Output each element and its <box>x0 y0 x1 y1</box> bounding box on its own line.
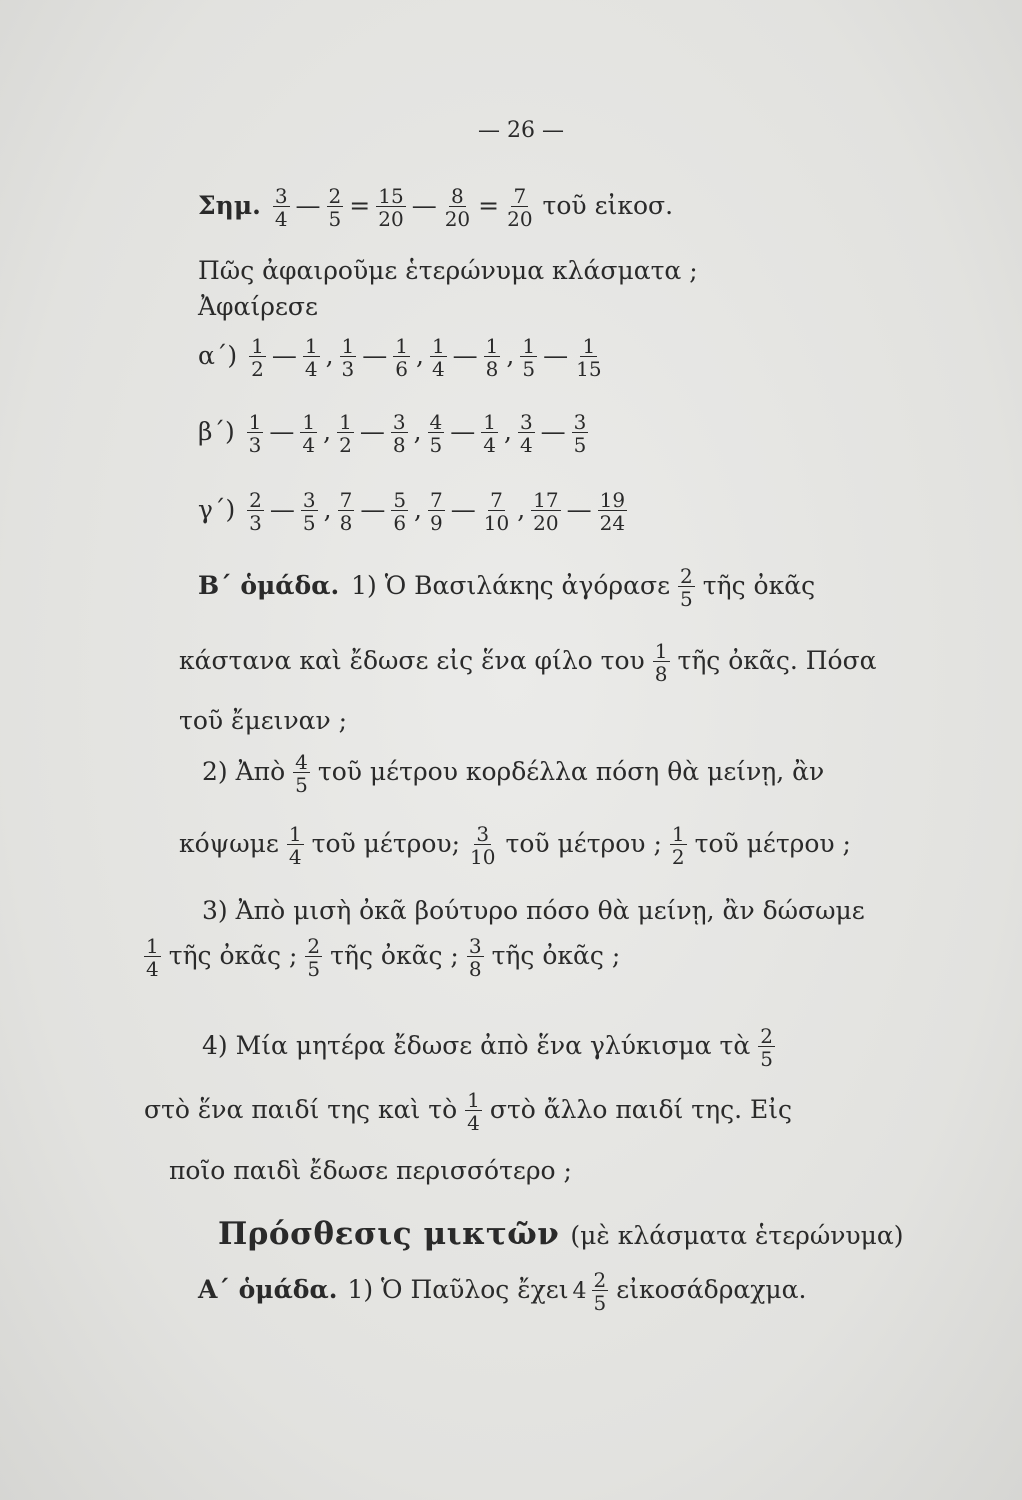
operator: , <box>506 341 515 370</box>
text-run: στὸ ἕνα παιδί της καὶ τὸ <box>144 1095 458 1124</box>
fraction <box>468 824 497 867</box>
fraction <box>592 1270 609 1313</box>
fraction <box>670 824 687 867</box>
denominator: 2 <box>251 357 264 381</box>
fraction <box>340 336 357 379</box>
numerator: 1 <box>582 334 596 358</box>
group-b-p4-line-3-content <box>165 1156 576 1185</box>
exercise-a-fractions <box>245 334 607 381</box>
denominator: 3 <box>249 511 262 535</box>
group-a-line-1-content <box>198 1268 811 1315</box>
operator: , <box>325 341 334 370</box>
numerator: 2 <box>760 1024 773 1048</box>
text-run: κάστανα καὶ ἔδωσε εἰς ἕνα φίλο του <box>179 646 645 675</box>
denominator: 20 <box>507 207 533 231</box>
text-run: 1) Ὁ Βασιλάκης ἀγόρασε <box>351 571 671 600</box>
fraction <box>301 490 318 533</box>
fraction <box>376 186 405 229</box>
text-run: τοῦ μέτρου ; <box>694 829 851 858</box>
numerator: 2 <box>593 1268 607 1292</box>
numerator: 7 <box>513 184 527 208</box>
fraction <box>391 412 408 455</box>
operator: — <box>360 495 386 524</box>
text-run: 2) Ἀπὸ <box>202 757 286 786</box>
group-b-line-1 <box>198 566 819 609</box>
operator: — <box>540 417 566 446</box>
operator: — <box>269 417 295 446</box>
fraction <box>428 490 445 533</box>
group-b-p3-line-2-content <box>140 934 624 981</box>
fraction <box>337 412 354 455</box>
fraction <box>393 336 410 379</box>
text-run: τοῦ μέτρου κορδέλλα πόση θὰ μείνῃ, ἂν <box>317 757 825 786</box>
fraction <box>484 336 501 379</box>
fraction <box>391 490 408 533</box>
denominator: 10 <box>483 511 510 535</box>
group-b-p2-line-1-content <box>198 750 828 797</box>
numerator: 3 <box>519 410 533 434</box>
exercise-b <box>198 412 592 455</box>
fraction <box>505 186 534 229</box>
text-run: τῆς ὀκᾶς. Πόσα <box>677 646 877 675</box>
denominator: 5 <box>295 773 308 797</box>
fraction <box>300 412 317 455</box>
fraction <box>428 412 445 455</box>
operator: — <box>452 341 478 370</box>
operator: = <box>349 191 371 220</box>
text-run: κόψωμε <box>179 829 279 858</box>
denominator: 4 <box>431 357 445 381</box>
numerator: 4 <box>429 410 443 434</box>
numerator: 7 <box>430 488 443 512</box>
numerator: 1 <box>467 1088 480 1112</box>
group-b-p1-line-3 <box>175 706 351 735</box>
fraction <box>518 412 535 455</box>
numerator: 1 <box>431 334 445 358</box>
group-b-p2-line-2-content <box>175 822 855 869</box>
group-b-p4-line-3 <box>165 1156 576 1185</box>
group-b-p1-line-2 <box>175 641 881 684</box>
group-b-label: Β΄ ὁμάδα. <box>198 571 340 600</box>
group-b-p3-line-1-content <box>198 896 869 925</box>
numerator: 1 <box>251 334 264 358</box>
group-b-p3-line-1 <box>198 896 869 925</box>
text-run: ποῖο παιδὶ ἔδωσε περισσότερο ; <box>169 1156 572 1185</box>
operator: — <box>411 191 437 220</box>
section-heading <box>218 1216 904 1252</box>
denominator: 4 <box>483 433 496 457</box>
denominator: 4 <box>519 433 533 457</box>
numerator: 2 <box>328 184 342 208</box>
operator: , <box>414 495 422 524</box>
denominator: 4 <box>467 1111 480 1135</box>
exercise-c-label: γ΄) <box>198 495 236 524</box>
operator: — <box>362 341 388 370</box>
exercise-b-fractions <box>243 410 593 457</box>
fraction <box>758 1026 775 1069</box>
text-run: εἰκοσάδραχμα. <box>616 1275 807 1304</box>
operator: — <box>359 417 385 446</box>
fraction <box>598 490 627 533</box>
numerator: 1 <box>248 410 262 434</box>
text-run: στὸ ἄλλο παιδί της. Εἰς <box>489 1095 793 1124</box>
denominator: 4 <box>274 207 288 231</box>
denominator: 6 <box>395 357 408 381</box>
numerator: 17 <box>533 488 559 512</box>
group-b-p1-line-1 <box>347 564 819 611</box>
group-b-p4-line-2 <box>140 1090 796 1133</box>
operator: — <box>269 495 295 524</box>
text-run: τοῦ μέτρου ; <box>505 829 662 858</box>
fraction <box>574 336 603 379</box>
fraction <box>287 824 304 867</box>
numerator: 3 <box>274 184 288 208</box>
fraction <box>273 186 290 229</box>
denominator: 5 <box>573 433 587 457</box>
numerator: 15 <box>378 184 404 208</box>
denominator: 10 <box>470 845 496 869</box>
denominator: 8 <box>468 957 482 981</box>
denominator: 6 <box>393 511 407 535</box>
numerator: 3 <box>302 488 316 512</box>
text-run: 1) Ὁ Παῦλος ἔχει <box>347 1275 569 1304</box>
denominator: 5 <box>302 511 316 535</box>
page-number: — 26 — <box>478 118 564 143</box>
numerator: 1 <box>146 934 159 958</box>
denominator: 15 <box>576 357 602 381</box>
fraction <box>144 936 161 979</box>
numerator: 2 <box>307 934 321 958</box>
fraction <box>249 336 266 379</box>
fraction <box>443 186 472 229</box>
fraction <box>303 336 320 379</box>
numerator: 3 <box>476 822 490 846</box>
fraction <box>247 412 264 455</box>
numerator: 2 <box>680 564 693 588</box>
text-run: τοῦ εἰκοσ. <box>542 191 674 220</box>
exercise-b-label: β΄) <box>198 417 235 446</box>
numerator: 1 <box>341 334 355 358</box>
note-label: Σημ. <box>198 191 261 220</box>
exercise-a-label: α΄) <box>198 341 238 370</box>
operator: = <box>478 191 500 220</box>
fraction <box>305 936 322 979</box>
subtract-label: Ἀφαίρεσε <box>198 292 318 321</box>
denominator: 3 <box>341 357 355 381</box>
operator: , <box>503 417 512 446</box>
denominator: 2 <box>339 433 352 457</box>
denominator: 5 <box>593 1291 607 1315</box>
numerator: 1 <box>302 410 316 434</box>
numerator: 8 <box>451 184 464 208</box>
group-label: Α΄ ὁμάδα. <box>198 1275 338 1304</box>
denominator: 8 <box>339 511 353 535</box>
denominator: 5 <box>680 587 693 611</box>
fraction <box>481 412 498 455</box>
numerator: 1 <box>395 334 408 358</box>
denominator: 9 <box>430 511 443 535</box>
denominator: 5 <box>760 1047 773 1071</box>
denominator: 20 <box>378 207 404 231</box>
numerator: 3 <box>392 410 406 434</box>
group-b-p1-line-2-content <box>175 639 881 686</box>
text-run: τῆς ὀκᾶς ; <box>168 941 298 970</box>
numerator: 5 <box>393 488 407 512</box>
operator: , <box>517 495 526 524</box>
denominator: 4 <box>288 845 302 869</box>
denominator: 5 <box>328 207 342 231</box>
whole-part: 4 <box>572 1279 587 1304</box>
text-run: τῆς ὀκᾶς <box>702 571 816 600</box>
fraction <box>465 1090 482 1133</box>
fraction <box>327 186 344 229</box>
numerator: 1 <box>485 334 499 358</box>
fraction <box>430 336 447 379</box>
group-b-p4-line-1-content <box>198 1024 779 1071</box>
mixed-number <box>573 1270 613 1313</box>
fraction <box>520 336 537 379</box>
group-b-p4-line-1 <box>198 1026 779 1069</box>
text-run: τῆς ὀκᾶς ; <box>330 941 459 970</box>
numerator: 3 <box>573 410 587 434</box>
operator: , <box>323 495 332 524</box>
denominator: 24 <box>599 511 626 535</box>
denominator: 8 <box>392 433 406 457</box>
operator: — <box>271 341 297 370</box>
group-b-p2-line-2 <box>175 824 855 867</box>
note-expression <box>269 184 677 231</box>
fraction <box>653 641 670 684</box>
denominator: 20 <box>444 207 471 231</box>
denominator: 5 <box>522 357 536 381</box>
group-b-p3-line-2 <box>140 936 624 979</box>
exercise-c-fractions <box>243 488 631 535</box>
numerator: 1 <box>288 822 302 846</box>
text-run: τοῦ μέτρου; <box>311 829 461 858</box>
fraction <box>247 490 264 533</box>
numerator: 19 <box>599 488 626 512</box>
denominator: 4 <box>302 433 316 457</box>
denominator: 5 <box>429 433 443 457</box>
fraction <box>338 490 355 533</box>
numerator: 1 <box>339 410 352 434</box>
fraction <box>293 752 310 795</box>
denominator: 4 <box>146 957 159 981</box>
numerator: 1 <box>654 639 668 663</box>
question-text: Πῶς ἀφαιροῦμε ἑτερώνυμα κλάσματα ; <box>198 256 698 285</box>
numerator: 4 <box>295 750 308 774</box>
denominator: 3 <box>248 433 262 457</box>
operator: — <box>450 495 476 524</box>
operator: — <box>543 341 569 370</box>
section-heading-bold: Πρόσθεσις μικτῶν <box>218 1216 560 1252</box>
group-b-p2-line-1 <box>198 752 828 795</box>
fraction <box>482 490 511 533</box>
numerator: 1 <box>522 334 536 358</box>
numerator: 2 <box>249 488 262 512</box>
text-run: 3) Ἀπὸ μισὴ ὀκᾶ βούτυρο πόσο θὰ μείνῃ, ἂν δώσωμε <box>202 896 865 925</box>
fraction <box>678 566 695 609</box>
note-line <box>198 186 677 229</box>
group-a-line-1 <box>198 1270 811 1313</box>
operator: , <box>413 417 422 446</box>
denominator: 2 <box>671 845 685 869</box>
exercise-a <box>198 336 608 379</box>
operator: — <box>566 495 592 524</box>
denominator: 20 <box>533 511 559 535</box>
operator: — <box>450 417 476 446</box>
fraction <box>531 490 560 533</box>
text-run: 4) Μία μητέρα ἔδωσε ἀπὸ ἕνα γλύκισμα τὰ <box>202 1031 751 1060</box>
text-run: τοῦ ἔμειναν ; <box>179 706 348 735</box>
section-heading-subtitle: (μὲ κλάσματα ἑτερώνυμα) <box>570 1221 904 1250</box>
denominator: 8 <box>485 357 499 381</box>
denominator: 8 <box>654 662 668 686</box>
numerator: 3 <box>468 934 482 958</box>
operator: , <box>323 417 332 446</box>
exercise-c <box>198 490 631 533</box>
numerator: 1 <box>483 410 496 434</box>
denominator: 4 <box>304 357 318 381</box>
numerator: 1 <box>671 822 685 846</box>
operator: , <box>415 341 424 370</box>
numerator: 7 <box>490 488 503 512</box>
text-run: τῆς ὀκᾶς ; <box>491 941 621 970</box>
group-b-p1-line-3-content <box>175 706 351 735</box>
numerator: 7 <box>339 488 353 512</box>
group-b-p4-line-2-content <box>140 1088 796 1135</box>
fraction <box>572 412 589 455</box>
operator: — <box>295 191 321 220</box>
numerator: 1 <box>304 334 318 358</box>
fraction <box>467 936 484 979</box>
denominator: 5 <box>307 957 321 981</box>
